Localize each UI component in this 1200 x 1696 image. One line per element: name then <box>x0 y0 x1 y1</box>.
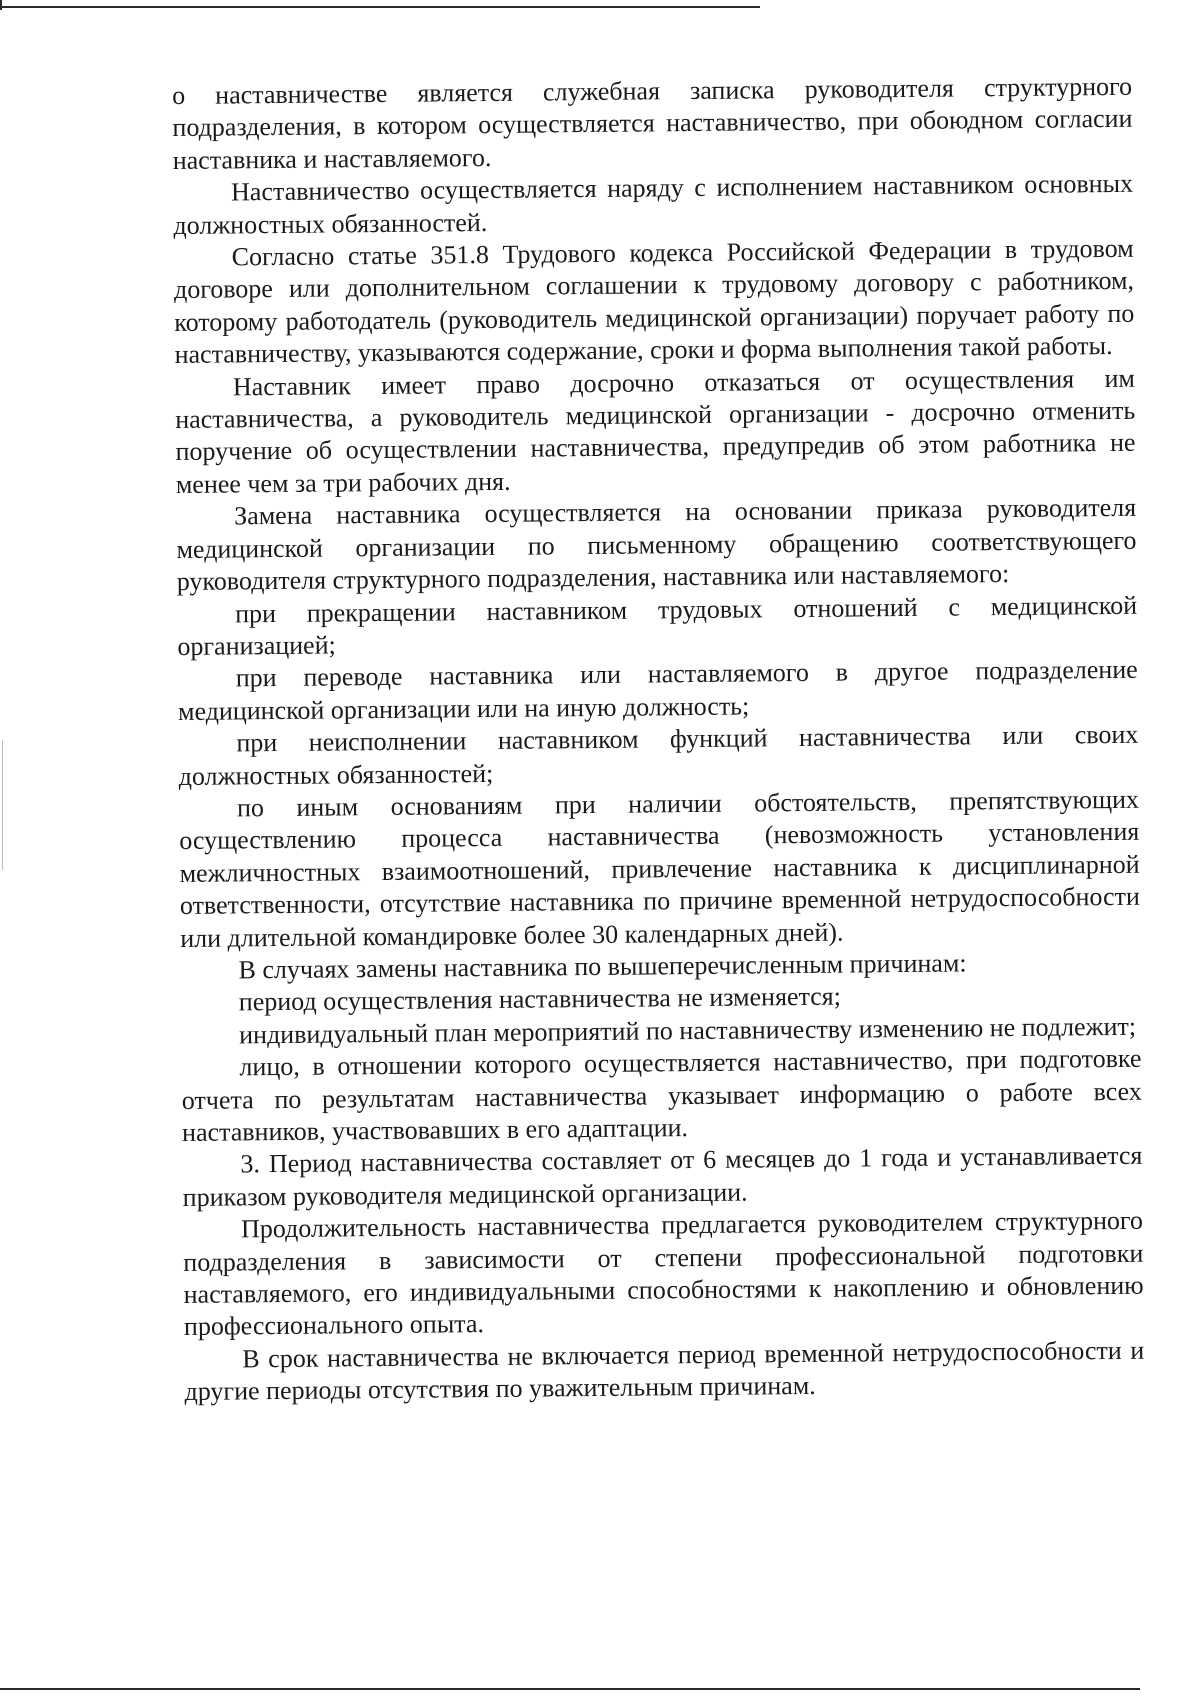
document-paragraph: Согласно статье 351.8 Трудового кодекса Российской Федерации в трудовом договоре или дополнительном соглашении к трудовому договору с работником, которому работодатель (руководитель медицинской организации) поручает работу по наставничеству, указываются содержание, сроки и форма выполнения такой работы. <box>173 233 1135 370</box>
document-paragraph: лицо, в отношении которого осуществляется наставничество, при подготовке отчета по результатам наставничества указывает информацию о работе всех наставников, участвовавших в его адаптации. <box>181 1043 1142 1147</box>
document-paragraph: о наставничестве является служебная записка руководителя структурного подразделения, в котором осуществляется наставничество, при обоюдном согласии наставника и наставляемого. <box>172 71 1133 175</box>
document-paragraph: В случаях замены наставника по вышеперечисленным причинам: <box>238 948 967 985</box>
bottom-border-line <box>0 1688 1140 1690</box>
document-paragraph: при переводе наставника или наставляемого в другое подразделение медицинской организации или на иную должность; <box>177 655 1138 726</box>
document-paragraph: период осуществления наставничества не изменяется; <box>238 981 842 1017</box>
scan-edge-mark <box>0 0 2 10</box>
document-page <box>172 71 1145 1409</box>
document-paragraph: при неисполнении наставником функций наставничества или своих должностных обязанностей; <box>178 719 1139 791</box>
document-paragraph: при прекращении наставником трудовых отношений с медицинской организацией; <box>177 590 1138 661</box>
left-scan-shadow <box>2 740 3 870</box>
document-paragraph: В срок наставничества не включается период временной нетрудоспособности и другие периоды отсутствия по уважительным причинам. <box>184 1335 1145 1407</box>
document-paragraph: Продолжительность наставничества предлагается руководителем структурного подразделения в зависимости от степени профессиональной подготовки наставляемого, его индивидуальными способностями к накоплению и обновлению профессионального опыта. <box>183 1205 1144 1342</box>
document-paragraph: Замена наставника осуществляется на основании приказа руководителя медицинской организации по письменному обращению соответствующего руководителя структурного подразделения, наставника или наставляемого: <box>176 493 1137 597</box>
document-paragraph: по иным основаниям при наличии обстоятельств, препятствующих осуществлению процесса наставничества (невозможность установления межличностных взаимоотношений, привлечение наставника к дисциплинарной ответственности, отсутствие наставника по причине временной нетрудоспособности или длительной командировке более 30 календарных дней). <box>179 784 1141 953</box>
document-paragraph: индивидуальный план мероприятий по наставничеству изменению не подлежит; <box>239 1011 1137 1050</box>
document-paragraph: 3. Период наставничества составляет от 6 месяцев до 1 года и устанавливается приказом руководителя медицинской организации. <box>182 1141 1143 1212</box>
document-paragraph: Наставник имеет право досрочно отказаться от осуществления им наставничества, а руководитель медицинской организации - досрочно отменить поручение об осуществлении наставничества, предупредив об этом работника не менее чем за три рабочих дня. <box>175 363 1136 499</box>
top-border-line <box>0 6 760 8</box>
document-paragraph: Наставничество осуществляется наряду с исполнением наставником основных должностных обязанностей. <box>173 168 1134 240</box>
